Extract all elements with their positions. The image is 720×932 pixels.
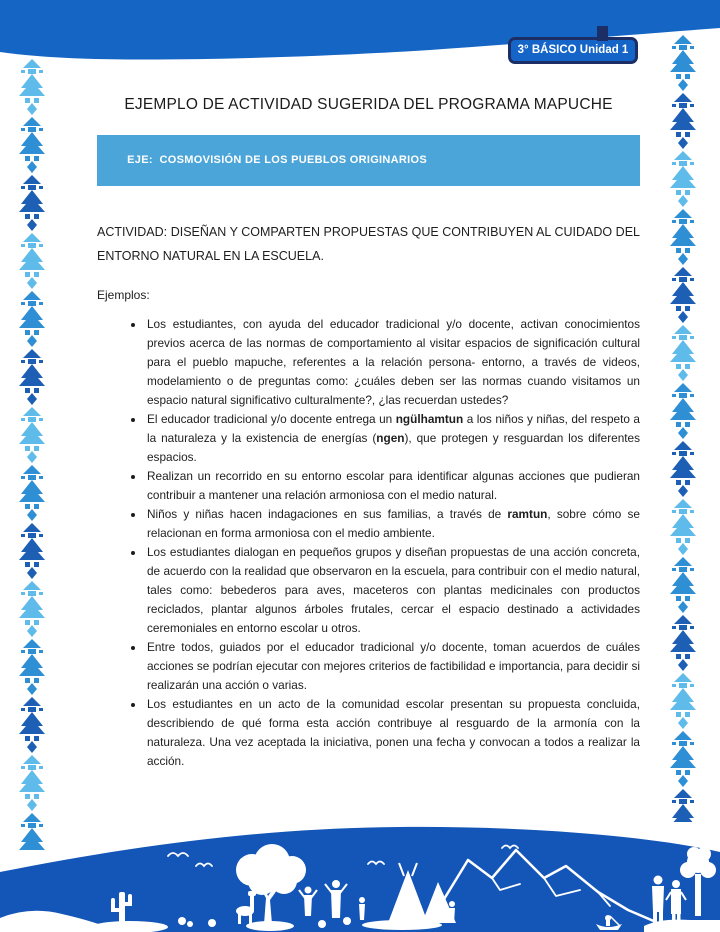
example-bullet: • Los estudiantes dialogan en pequeños grupos y diseñan propuestas de una acción concreta, de acuerdo con la realidad que observaron en la escuela, para contribuir con el medio natural, tales como: bebederos para aves, maceteros con plantas medicinales con productos reciclados, plantar algunos árboles frutales, cercar el espacio destinado a actividades ceremoniales en entorno escolar u otros. xyxy=(145,543,640,638)
mapuche-ornament-border-left-icon xyxy=(17,58,48,850)
eje-banner xyxy=(97,135,640,186)
unit-badge xyxy=(508,37,638,64)
mapuche-ornament-border-right-icon xyxy=(668,34,699,822)
example-bullet: • El educador tradicional y/o docente entrega un ngülhamtun a los niños y niñas, del respeto a la naturaleza y la existencia de energías (ngen), que protegen y resguardan los diferentes espacios. xyxy=(145,410,640,467)
examples-list xyxy=(97,315,640,771)
unit-badge-label: 3° BÁSICO Unidad 1 xyxy=(517,44,629,56)
document-content xyxy=(97,96,640,771)
example-bullet: • Niños y niñas hacen indagaciones en sus familias, a través de ramtun, sobre cómo se relacionan en forma armoniosa con el medio ambiente. xyxy=(145,505,640,543)
examples-label: Ejemplos: xyxy=(97,288,150,302)
example-bullet: • Los estudiantes, con ayuda del educador tradicional y/o docente, activan conocimientos previos acerca de las normas de comportamiento al visitar espacios de significación cultural para el pueblo mapuche, referentes a la relación persona- entorno, a través de videos, modelamiento o de preguntas como: ¿cuáles deben ser las normas cuando visitamos un espacio natural significativo culturalmente?, ¿las recuerdan ustedes? xyxy=(145,315,640,410)
example-bullet: • Entre todos, guiados por el educador tradicional y/o docente, toman acuerdos de cuáles acciones se podrían ejecutar con mejores criterios de factibilidad e importancia, para decidir si realizarán una acción o varias. xyxy=(145,638,640,695)
activity-text: ACTIVIDAD: DISEÑAN Y COMPARTEN PROPUESTAS QUE CONTRIBUYEN AL CUIDADO DEL ENTORNO NATURAL EN LA ESCUELA. xyxy=(97,225,640,263)
example-bullet: • Realizan un recorrido en su entorno escolar para identificar algunas acciones que pudieran contribuir a mantener una relación armoniosa con el medio natural. xyxy=(145,467,640,505)
eje-label: EJE: COSMOVISIÓN DE LOS PUEBLOS ORIGINARIOS xyxy=(127,154,427,166)
example-bullet: • Los estudiantes en un acto de la comunidad escolar presentan su propuesta concluida, describiendo de qué forma esta acción contribuye al resguardo de la armonía con la naturaleza. Una vez aceptada la iniciativa, ponen una fecha y convocan a todos a realizar la acción. xyxy=(145,695,640,771)
landscape-illustration xyxy=(0,820,720,932)
page-title: EJEMPLO DE ACTIVIDAD SUGERIDA DEL PROGRAMA MAPUCHE xyxy=(124,96,613,113)
